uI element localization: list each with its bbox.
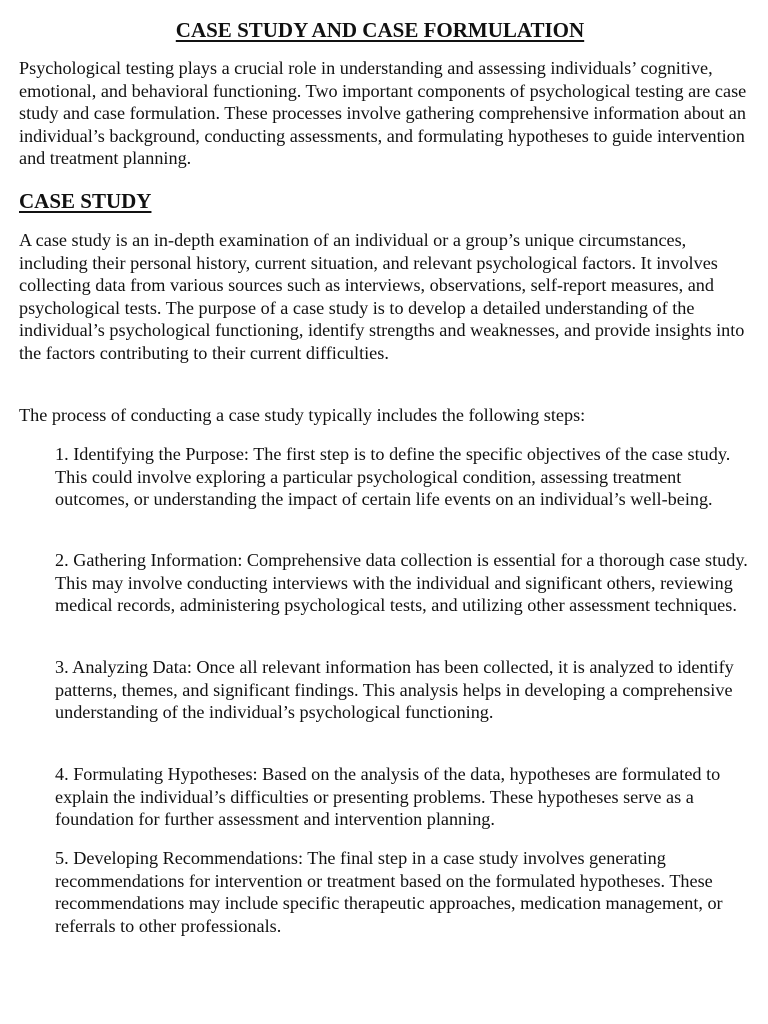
step-item-formulating-hypotheses: 4. Formulating Hypotheses: Based on the analysis of the data, hypotheses are formulated to explain the individual’s difficulties or presenting problems. These hypotheses serve as a foundation for further assessment and intervention planning. <box>55 764 721 830</box>
intro-paragraph: Psychological testing plays a crucial role in understanding and assessing individuals’ cognitive, emotional, and behavioral functioning. Two important components of psychological testing are case study and case formulation. These processes involve gathering comprehensive information about an individual’s background, conducting assessments, and formulating hypotheses to guide intervention and treatment planning. <box>19 58 747 169</box>
section-heading-case-study: CASE STUDY <box>19 189 152 213</box>
step-item-gathering-information: 2. Gathering Information: Comprehensive data collection is essential for a thorough case study. This may involve conducting interviews with the individual and significant others, reviewing medical records, administering psychological tests, and utilizing other assessment techniques. <box>55 550 748 616</box>
document-title: CASE STUDY AND CASE FORMULATION <box>175 18 585 42</box>
step-item-developing-recommendations: 5. Developing Recommendations: The final step in a case study involves generating recommendations for intervention or treatment based on the formulated hypotheses. These recommendations may include specific therapeutic approaches, medication management, or referrals to other professionals. <box>55 848 723 936</box>
step-item-analyzing-data: 3. Analyzing Data: Once all relevant information has been collected, it is analyzed to identify patterns, themes, and significant findings. This analysis helps in developing a comprehensive understanding of the individual’s psychological functioning. <box>55 657 734 723</box>
step-item-identifying-purpose: 1. Identifying the Purpose: The first step is to define the specific objectives of the case study. This could involve exploring a particular psychological condition, assessing treatment outcomes, or understanding the impact of certain life events on an individual’s well-being. <box>55 444 731 510</box>
case-study-definition-paragraph: A case study is an in-depth examination of an individual or a group’s unique circumstances, including their personal history, current situation, and relevant psychological factors. It involves collecting data from various sources such as interviews, observations, self-report measures, and psychological tests. The purpose of a case study is to develop a detailed understanding of the individual’s psychological functioning, identify strengths and weaknesses, and provide insights into the factors contributing to their current difficulties. <box>19 230 745 363</box>
process-intro-paragraph: The process of conducting a case study typically includes the following steps: <box>19 405 586 425</box>
